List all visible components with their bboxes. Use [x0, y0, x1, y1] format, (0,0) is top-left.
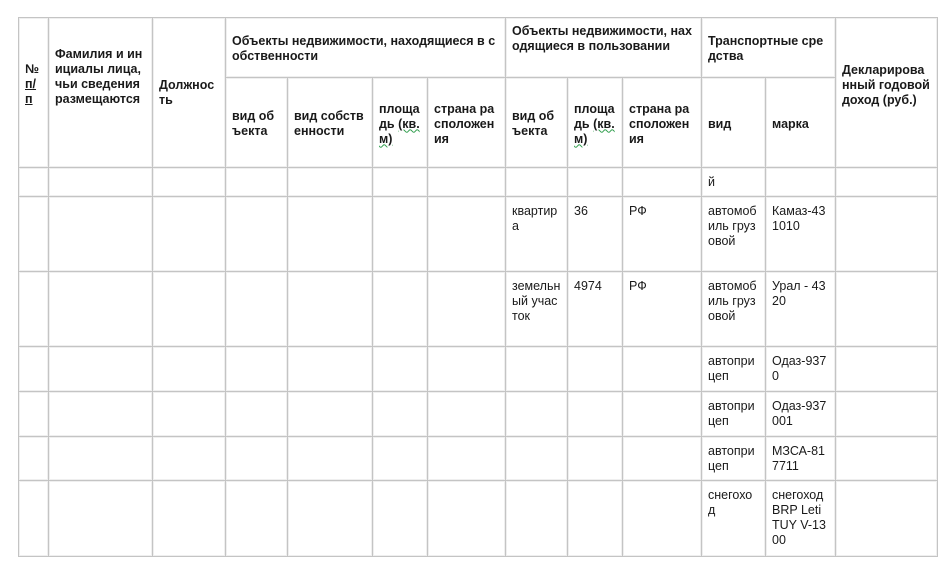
cell-vehicle-type: автомобиль грузовой	[702, 272, 766, 347]
cell-fio	[49, 392, 153, 437]
cell-owned-country	[428, 347, 506, 392]
cell-owned-country	[428, 481, 506, 557]
cell-owned-type	[226, 168, 288, 197]
table-row	[19, 168, 938, 197]
cell-vehicle-type: автоприцеп	[702, 347, 766, 392]
cell-vehicle-type: автомобиль грузовой	[702, 197, 766, 272]
table-row	[19, 437, 938, 481]
cell-number	[19, 197, 49, 272]
cell-vehicle-brand: МЗСА-817711	[766, 437, 836, 481]
cell-used-type	[506, 392, 568, 437]
cell-owned-area	[373, 437, 428, 481]
cell-number	[19, 437, 49, 481]
col-header-vehicle-type: вид	[702, 78, 766, 168]
cell-vehicle-brand: Урал - 4320	[766, 272, 836, 347]
cell-owned-ownership	[288, 437, 373, 481]
cell-vehicle-type: й	[702, 168, 766, 197]
cell-owned-ownership	[288, 197, 373, 272]
number-label: №	[25, 62, 39, 76]
cell-owned-country	[428, 437, 506, 481]
cell-owned-type	[226, 272, 288, 347]
cell-owned-area	[373, 347, 428, 392]
table-row	[19, 392, 938, 437]
col-header-owned-area	[373, 78, 428, 168]
cell-used-country: РФ	[623, 197, 702, 272]
cell-owned-area	[373, 272, 428, 347]
table-row	[19, 347, 938, 392]
number-sub-label: п/п	[25, 77, 37, 106]
cell-vehicle-brand: снегоход BRP Leti TUY V-1300	[766, 481, 836, 557]
cell-owned-type	[226, 437, 288, 481]
cell-declared-income	[836, 392, 938, 437]
cell-used-area	[568, 347, 623, 392]
cell-owned-type	[226, 347, 288, 392]
cell-fio	[49, 168, 153, 197]
cell-owned-area	[373, 392, 428, 437]
col-header-owned-country: страна расположения	[428, 78, 506, 168]
cell-owned-country	[428, 197, 506, 272]
owned-area-unit: (кв.м)	[379, 116, 420, 146]
cell-used-area	[568, 392, 623, 437]
cell-vehicle-type: автоприцеп	[702, 437, 766, 481]
table-row	[19, 197, 938, 272]
cell-used-country	[623, 347, 702, 392]
declaration-document	[18, 17, 938, 557]
col-header-owned-type: вид объекта	[226, 78, 288, 168]
cell-declared-income	[836, 272, 938, 347]
col-header-number	[19, 18, 49, 168]
col-header-used-country: страна расположения	[623, 78, 702, 168]
col-header-used-type: вид объекта	[506, 78, 568, 168]
cell-used-type	[506, 347, 568, 392]
cell-declared-income	[836, 347, 938, 392]
cell-owned-ownership	[288, 481, 373, 557]
table-row	[19, 481, 938, 557]
cell-used-country	[623, 437, 702, 481]
cell-used-country	[623, 392, 702, 437]
col-header-fio: Фамилия и инициалы лица, чьи сведения размещаются	[49, 18, 153, 168]
cell-fio	[49, 481, 153, 557]
cell-owned-type	[226, 392, 288, 437]
cell-used-country: РФ	[623, 272, 702, 347]
cell-used-type	[506, 168, 568, 197]
used-area-label: площадь	[574, 101, 615, 131]
cell-position	[153, 272, 226, 347]
cell-owned-country	[428, 272, 506, 347]
cell-used-type: квартира	[506, 197, 568, 272]
cell-number	[19, 347, 49, 392]
cell-declared-income	[836, 197, 938, 272]
cell-number	[19, 481, 49, 557]
cell-owned-ownership	[288, 347, 373, 392]
cell-used-type	[506, 437, 568, 481]
cell-owned-area	[373, 197, 428, 272]
cell-owned-ownership	[288, 272, 373, 347]
group-header-transport: Транспортные средства	[702, 18, 836, 78]
cell-owned-ownership	[288, 392, 373, 437]
cell-position	[153, 481, 226, 557]
cell-position	[153, 168, 226, 197]
cell-owned-type	[226, 197, 288, 272]
cell-used-area	[568, 437, 623, 481]
cell-used-area	[568, 481, 623, 557]
cell-owned-country	[428, 392, 506, 437]
col-header-owned-ownership: вид собственности	[288, 78, 373, 168]
cell-used-country	[623, 168, 702, 197]
declaration-table	[18, 17, 938, 557]
cell-used-area: 4974	[568, 272, 623, 347]
cell-used-area: 36	[568, 197, 623, 272]
cell-owned-country	[428, 168, 506, 197]
table-row	[19, 272, 938, 347]
col-header-vehicle-brand: марка	[766, 78, 836, 168]
group-header-used-property: Объекты недвижимости, находящиеся в пользовании	[506, 18, 702, 78]
cell-number	[19, 168, 49, 197]
owned-area-label: площадь	[379, 101, 420, 131]
col-header-used-area	[568, 78, 623, 168]
cell-number	[19, 392, 49, 437]
col-header-declared-income: Декларированный годовой доход (руб.)	[836, 18, 938, 168]
cell-used-area	[568, 168, 623, 197]
cell-owned-type	[226, 481, 288, 557]
cell-vehicle-brand: Одаз-937001	[766, 392, 836, 437]
cell-declared-income	[836, 437, 938, 481]
cell-used-type: земельный участок	[506, 272, 568, 347]
cell-fio	[49, 272, 153, 347]
cell-number	[19, 272, 49, 347]
cell-owned-area	[373, 481, 428, 557]
cell-position	[153, 392, 226, 437]
cell-vehicle-brand: Одаз-9370	[766, 347, 836, 392]
cell-declared-income	[836, 481, 938, 557]
used-area-unit: (кв.м)	[574, 116, 615, 146]
cell-position	[153, 347, 226, 392]
cell-fio	[49, 437, 153, 481]
cell-owned-ownership	[288, 168, 373, 197]
col-header-position: Должность	[153, 18, 226, 168]
group-header-owned-property: Объекты недвижимости, находящиеся в собственности	[226, 18, 506, 78]
cell-vehicle-type: автоприцеп	[702, 392, 766, 437]
cell-vehicle-brand	[766, 168, 836, 197]
cell-used-country	[623, 481, 702, 557]
cell-owned-area	[373, 168, 428, 197]
header-row-groups	[19, 18, 938, 78]
cell-vehicle-type: снегоход	[702, 481, 766, 557]
cell-fio	[49, 197, 153, 272]
cell-declared-income	[836, 168, 938, 197]
cell-position	[153, 437, 226, 481]
cell-position	[153, 197, 226, 272]
cell-used-type	[506, 481, 568, 557]
cell-vehicle-brand: Камаз-431010	[766, 197, 836, 272]
cell-fio	[49, 347, 153, 392]
